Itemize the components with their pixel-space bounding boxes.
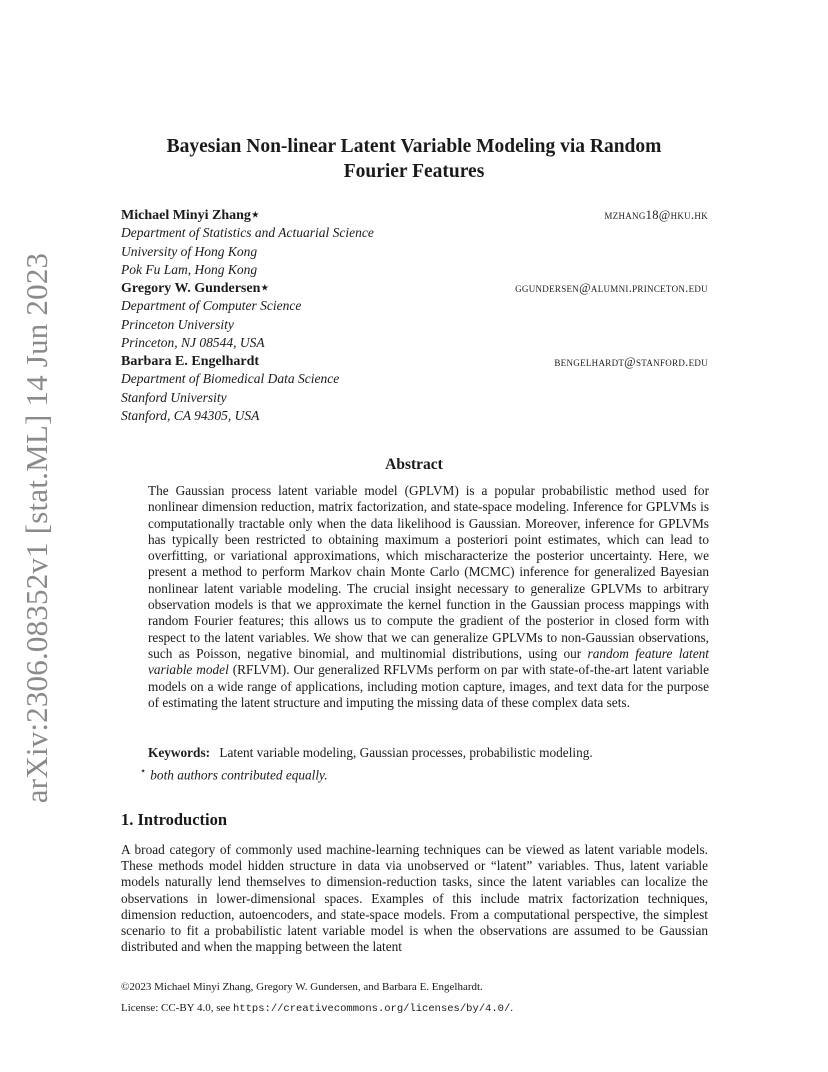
title-line-2: Fourier Features: [343, 161, 485, 182]
equal-contribution-footnote: [140, 766, 328, 783]
paper-title: [120, 134, 708, 184]
keywords-label: Keywords:: [148, 745, 211, 760]
affiliation-line: Pok Fu Lam, Hong Kong: [121, 262, 258, 277]
author-affiliation: [121, 370, 708, 426]
abstract-emphasis: random feature latent variable model: [148, 645, 709, 678]
license-link[interactable]: https://creativecommons.org/licenses/by/4.0/: [233, 1003, 511, 1015]
author-affiliation: [121, 224, 708, 280]
author-block-1: [121, 207, 708, 280]
author-name: Barbara E. Engelhardt: [121, 354, 260, 369]
author-email[interactable]: ggundersen@alumni.princeton.edu: [515, 281, 708, 295]
footnote-mark: ⋆: [140, 766, 147, 777]
author-email[interactable]: mzhang18@hku.hk: [604, 208, 708, 222]
keywords: [148, 745, 709, 761]
license-prefix: License: CC-BY 4.0, see: [121, 1002, 231, 1014]
affiliation-line: University of Hong Kong: [121, 243, 258, 259]
abstract-text: (RFLVM). Our generalized RFLVMs perform on par with state-of-the-art latent variable models on a wide range of applications, including motion capture, images, and text data for the purpose of estimating the latent structure and imputing the missing data of these complex data sets.: [148, 662, 709, 710]
footnote-text: both authors contributed equally.: [150, 767, 328, 783]
copyright-notice: ©2023 Michael Minyi Zhang, Gregory W. Gundersen, and Barbara E. Engelhardt.: [121, 981, 483, 993]
affiliation-line: Department of Computer Science: [121, 298, 302, 313]
license-notice: [121, 1002, 513, 1015]
title-line-1: Bayesian Non-linear Latent Variable Modeling via Random: [166, 136, 662, 157]
affiliation-line: Department of Biomedical Data Science: [121, 371, 340, 386]
abstract-body: [148, 483, 709, 711]
arxiv-stamp: [0, 0, 60, 1072]
introduction-paragraph: A broad category of commonly used machine-learning techniques can be viewed as latent variable models. These methods model hidden structure in data via unobserved or “latent” variables. Thus, latent variable models naturally lend themselves to dimension-reduction tasks, since the latent variables can localize the observations in lower-dimensional spaces. Examples of this include matrix factorization techniques, dimension reduction, autoencoders, and state-space models. From a computational perspective, the simplest scenario to fit a probabilistic latent variable model is when the observations are assumed to be Gaussian distributed and when the mapping between the latent: [121, 842, 708, 955]
affiliation-line: Stanford University: [121, 389, 227, 405]
author-block-3: [121, 354, 708, 426]
section-heading: 1. Introduction: [121, 810, 228, 829]
author-block-2: [121, 280, 708, 353]
affiliation-line: Princeton, NJ 08544, USA: [121, 335, 265, 350]
arxiv-identifier[interactable]: arXiv:2306.08352v1 [stat.ML] 14 Jun 2023: [19, 252, 54, 804]
author-name: Gregory W. Gundersen⋆: [121, 281, 270, 296]
license-suffix: .: [510, 1002, 514, 1014]
author-affiliation: [121, 297, 708, 353]
abstract-text: The Gaussian process latent variable model (GPLVM) is a popular probabilistic method used for nonlinear dimension reduction, matrix factorization, and state-space modeling. Inference for GPLVMs is computationally tractable only when the data likelihood is Gaussian. Moreover, inference for GPLVMs has typically been restricted to obtaining maximum a posteriori point estimates, which can lead to overfitting, or variational approximations, which mischaracterize the posterior uncertainty. Here, we present a method to perform Markov chain Monte Carlo (MCMC) inference for generalized Bayesian nonlinear latent variable modeling. The crucial insight necessary to generalize GPLVMs to arbitrary observation models is that we approximate the kernel function in the Gaussian process mappings with random Fourier features; this allows us to compute the gradient of the posterior in closed form with respect to the latent variables. We show that we can generalize GPLVMs to non-Gaussian observations, such as Poisson, negative binomial, and multinomial distributions, using our: [148, 483, 709, 661]
keywords-list: Latent variable modeling, Gaussian processes, probabilistic modeling.: [219, 745, 593, 760]
affiliation-line: Princeton University: [121, 316, 234, 332]
affiliation-line: Stanford, CA 94305, USA: [121, 408, 260, 423]
author-name: Michael Minyi Zhang⋆: [121, 208, 260, 223]
affiliation-line: Department of Statistics and Actuarial Science: [121, 225, 374, 240]
author-email[interactable]: bengelhardt@stanford.edu: [554, 355, 708, 369]
abstract-heading: Abstract: [385, 456, 443, 473]
